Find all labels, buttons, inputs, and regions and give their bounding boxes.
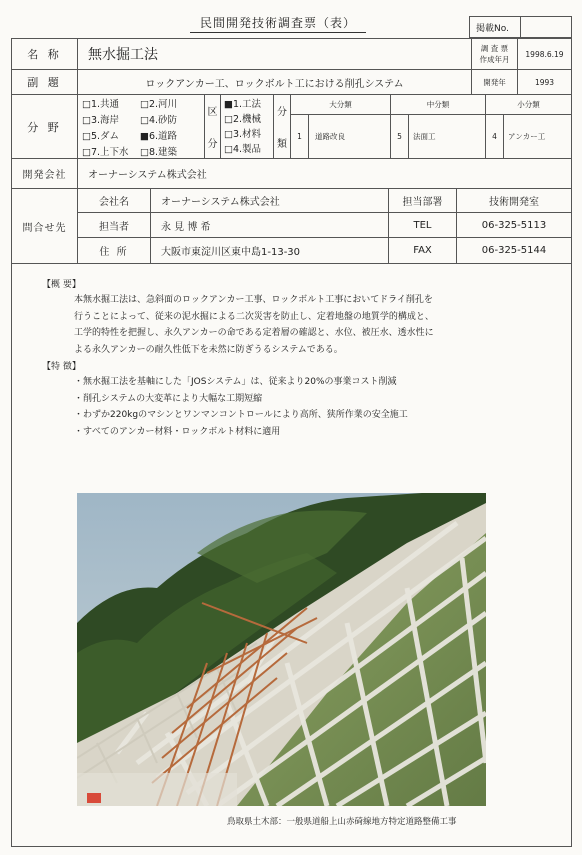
feature-item: ・すべてのアンカー材料・ロックボルト材料に適用	[74, 426, 281, 437]
kubun-options	[220, 95, 273, 159]
kubun-option-3[interactable]	[224, 127, 261, 142]
kubun-option-label: 1.工法	[232, 99, 262, 110]
checkbox-icon[interactable]: □	[224, 114, 233, 125]
entry-no-label: 掲載No.	[476, 23, 509, 34]
contact-label: 問合せ先	[12, 189, 78, 263]
kubun-option-1[interactable]	[224, 97, 261, 112]
field-option-label: 2.河川	[148, 99, 178, 110]
address-value: 大阪市東淀川区東中島1-13-30	[161, 247, 301, 258]
checkbox-icon[interactable]: □	[82, 131, 91, 142]
kubun-option-4[interactable]	[224, 142, 261, 157]
field-option-label: 7.上下水	[90, 147, 129, 158]
person-label: 担当者	[78, 213, 151, 238]
entry-no-value	[520, 17, 572, 37]
field-options	[78, 95, 204, 159]
field-option-8[interactable]	[140, 145, 200, 160]
field-option-4[interactable]	[140, 113, 200, 128]
features-list	[74, 374, 408, 440]
field-option-label: 4.砂防	[148, 115, 178, 126]
field-option-label: 3.海岸	[90, 115, 120, 126]
class-header-major: 大分類	[290, 95, 390, 115]
page-title: 民間開発技術調査票（表）	[190, 12, 366, 33]
feature-item: ・わずか220kgのマシンとワンマンコントロールにより高所、狭所作業の安全施工	[74, 410, 408, 420]
address-label: 住 所	[78, 238, 151, 263]
class-minor-num: 4	[485, 115, 503, 159]
fax-label: FAX	[388, 238, 456, 263]
bunrui-label	[273, 95, 290, 159]
person-value: 永 見 博 希	[151, 213, 388, 238]
entry-no-box	[469, 16, 572, 38]
feature-item: ・削孔システムの大変革により大幅な工期短縮	[74, 393, 263, 404]
company-label: 会社名	[78, 189, 151, 213]
class-header-middle: 中分類	[390, 95, 485, 115]
class-middle-num: 5	[390, 115, 408, 159]
field-option-7[interactable]	[82, 145, 140, 160]
field-option-3[interactable]	[82, 113, 140, 128]
company-value: オーナーシステム株式会社	[151, 189, 388, 213]
name-label: 名 称	[12, 39, 78, 70]
developer-value: オーナーシステム株式会社	[78, 159, 571, 189]
subtitle-label: 副 題	[12, 70, 78, 95]
checkbox-icon[interactable]: □	[140, 99, 149, 110]
field-option-1[interactable]	[82, 97, 140, 112]
class-minor-value: アンカー工	[503, 115, 571, 159]
survey-date-label-1: 調 査 票	[480, 44, 509, 53]
fax-value: 06-325-5144	[456, 238, 571, 263]
features-heading: 【特 徴】	[42, 362, 81, 372]
field-label: 分 野	[12, 95, 78, 159]
name-value: 無水掘工法	[78, 39, 471, 70]
kubun-option-2[interactable]	[224, 112, 261, 127]
checkbox-icon[interactable]: □	[82, 115, 91, 126]
bunrui-label-2: 類	[277, 138, 287, 150]
field-option-label: 6.道路	[148, 131, 178, 142]
form-table	[11, 38, 572, 264]
dept-value: 技術開発室	[456, 189, 571, 213]
survey-date-label	[471, 39, 517, 70]
dept-label: 担当部署	[388, 189, 456, 213]
class-header-minor: 小分類	[485, 95, 571, 115]
tel-value: 06-325-5113	[456, 213, 571, 238]
dev-year-label: 開発年	[471, 70, 517, 95]
developer-label: 開発会社	[12, 159, 78, 189]
overview-line: 行うことによって、従来の泥水掘による二次災害を防止し、定着地盤の地質学的構成と、	[74, 311, 434, 322]
kubun-option-label: 4.製品	[232, 144, 262, 155]
subtitle-value: ロックアンカー工、ロックボルト工における削孔システム	[78, 70, 471, 95]
checkbox-checked-icon[interactable]: ■	[224, 99, 233, 110]
overview-body	[74, 292, 434, 358]
dev-year-value: 1993	[517, 70, 571, 95]
feature-item: ・無水掘工法を基軸にした「JOSシステム」は、従来より20%の事業コスト削減	[74, 377, 397, 387]
kubun-option-label: 2.機械	[232, 114, 262, 125]
field-option-label: 8.建築	[148, 147, 178, 158]
construction-photo	[77, 493, 486, 806]
photo-caption: 鳥取県土木部：一般県道船上山赤碕線地方特定道路整備工事	[227, 817, 457, 827]
overview-line: 本無水掘工法は、急斜面のロックアンカー工事、ロックボルト工事においてドライ削孔を	[74, 295, 433, 305]
field-option-label: 5.ダム	[90, 131, 120, 142]
checkbox-icon[interactable]: □	[82, 99, 91, 110]
checkbox-icon[interactable]: □	[140, 147, 149, 158]
class-major-value: 道路改良	[308, 115, 390, 159]
class-middle-value: 法面工	[408, 115, 485, 159]
checkbox-icon[interactable]: □	[140, 115, 149, 126]
slope-grid-illustration	[77, 493, 486, 806]
kubun-label-2: 分	[207, 138, 218, 150]
field-option-2[interactable]	[140, 97, 200, 112]
overview-line: よる永久アンカーの耐久性低下を未然に防ぎうるシステムである。	[74, 344, 343, 355]
checkbox-checked-icon[interactable]: ■	[140, 131, 149, 142]
field-option-5[interactable]	[82, 129, 140, 144]
kubun-label	[204, 95, 220, 159]
checkbox-icon[interactable]: □	[224, 129, 233, 140]
overview-line: 工学的特性を把握し、永久アンカーの命である定着層の確認と、水位、被圧水、透水性に	[74, 328, 434, 338]
checkbox-icon[interactable]: □	[224, 144, 233, 155]
bunrui-label-1: 分	[277, 107, 287, 119]
tel-label: TEL	[388, 213, 456, 238]
field-option-6[interactable]	[140, 129, 200, 144]
kubun-option-label: 3.材料	[232, 129, 262, 140]
class-major-num: 1	[290, 115, 308, 159]
field-option-label: 1.共通	[90, 99, 120, 110]
kubun-label-1: 区	[207, 107, 218, 119]
overview-heading: 【概 要】	[42, 280, 81, 290]
survey-date-value: 1998.6.19	[517, 39, 571, 70]
survey-date-label-2: 作成年月	[479, 55, 510, 64]
checkbox-icon[interactable]: □	[82, 147, 91, 158]
